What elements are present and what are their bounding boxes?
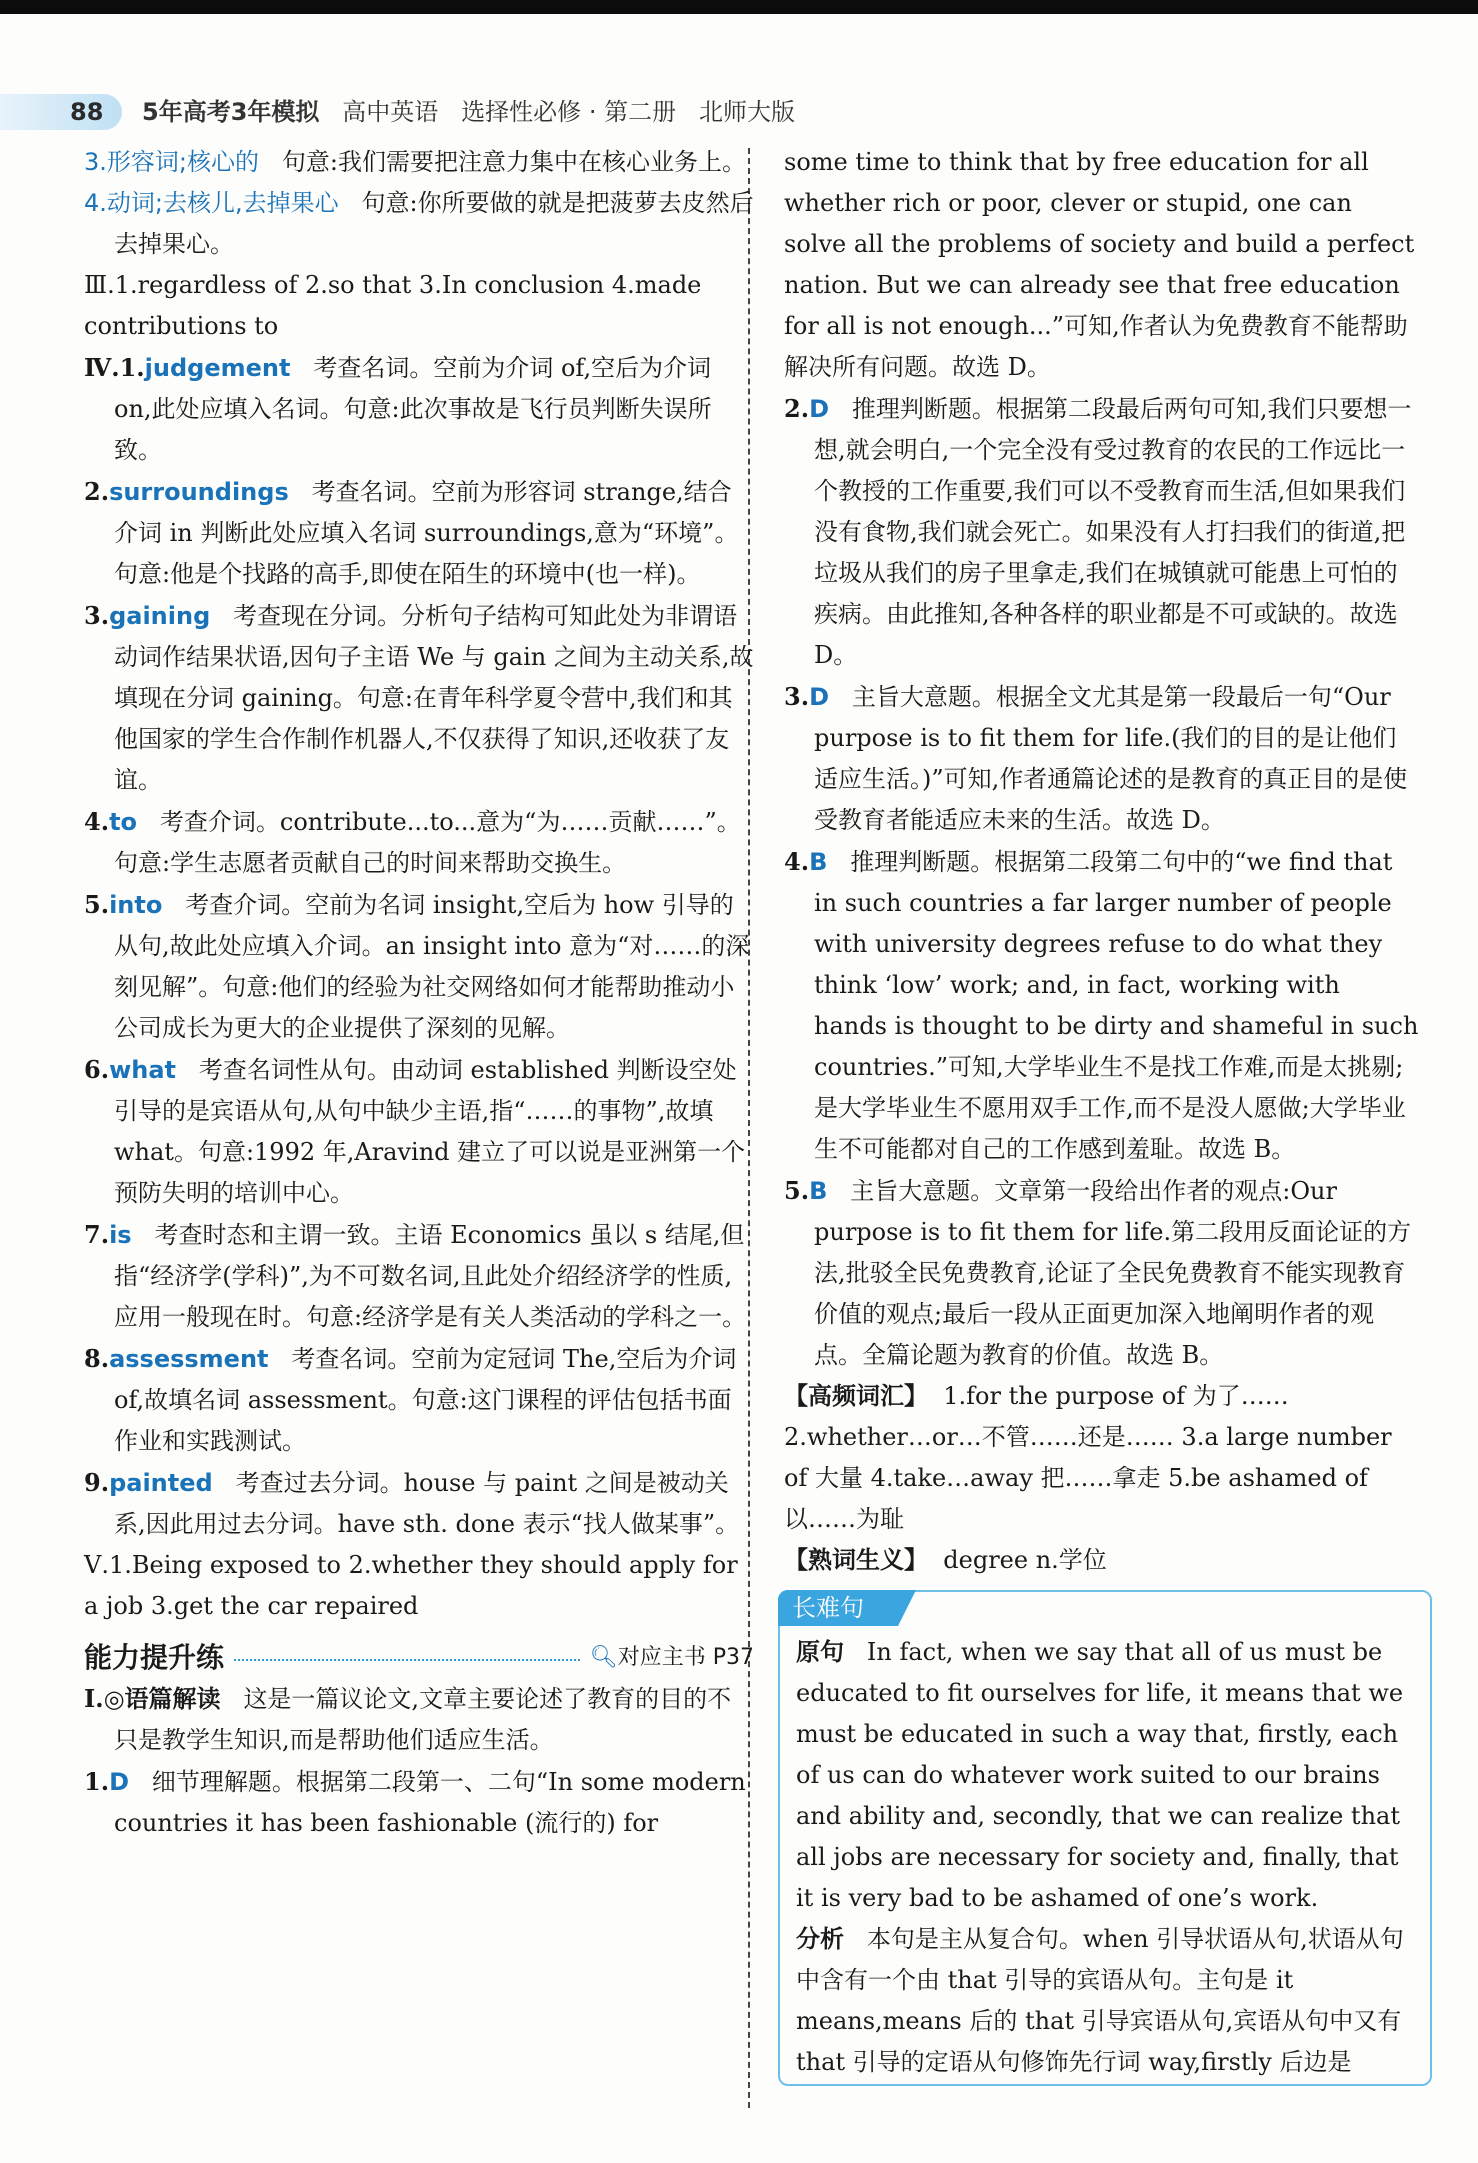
vocab-label: 【高频词汇】 [784, 1382, 928, 1410]
series-name: 5年高考3年模拟 [142, 98, 320, 126]
analysis-label: 分析 [796, 1925, 844, 1953]
answer-line [84, 183, 754, 265]
item-number: 3. [84, 601, 110, 630]
original-text: In fact, when we say that all of us must be educated to fit ourselves for life, it means that we must be educated in such a way that, firstly, each of us can do whatever work suited to our brains and ability and, secondly, that we can realize that all jobs are necessary for society and, finally, that it is very bad to be ashamed of one’s work. [796, 1638, 1404, 1912]
question-2 [784, 388, 1420, 676]
long-sentence-box [778, 1590, 1432, 2086]
analysis-text: 本句是主从复合句。when 引导状语从句,状语从句中含有一个由 that 引导的宾语从句。主句是 it means,means 后的 that 引导宾语从句,宾语从句中又有 that 引导的定语从句修饰先行词 way,firstly 后边是 [796, 1925, 1404, 2076]
label: ◎语篇解读 [103, 1685, 221, 1713]
answer-text: 4.动词;去核儿,去掉果心 [84, 189, 339, 217]
vocab-text: 1.for the purpose of 为了…… 2.whether…or…不管……还是…… 3.a large number of 大量 4.take…away 把……拿走 5.be ashamed of 以……为耻 [784, 1382, 1392, 1533]
item-number: 1. [84, 1767, 110, 1796]
section-3-answers: Ⅲ.1.regardless of 2.so that 3.In conclusion 4.made contributions to [84, 271, 702, 340]
explanation: 句意:我们需要把注意力集中在核心业务上。 [281, 148, 746, 176]
explanation: 考查过去分词。house 与 paint 之间是被动关系,因此用过去分词。have sth. done 表示“找人做某事”。 [114, 1469, 740, 1538]
explanation: 句意:你所要做的就是把菠萝去皮然后去掉果心。 [114, 189, 754, 258]
page-number: 88 [70, 98, 104, 126]
volume: 选择性必修 · 第二册 [461, 98, 677, 126]
reference-text: 对应主书 P37 [617, 1645, 754, 1670]
item-number: 9. [84, 1468, 110, 1497]
explanation: 考查名词性从句。由动词 established 判断设空处引导的是宾语从句,从句中缺少主语,指“……的事物”,故填 what。句意:1992 年,Aravind 建立了可以说是亚洲第一个预防失明的培训中心。 [114, 1056, 746, 1207]
answer: what [109, 1056, 176, 1084]
familiar-label: 【熟词生义】 [784, 1546, 928, 1574]
explanation: 主旨大意题。根据全文尤其是第一段最后一句“Our purpose is to fit them for life.(我们的目的是让他们适应生活。)”可知,作者通篇论述的是教育的真正目的是使受教育者能适应未来的生活。故选 D。 [814, 683, 1408, 834]
answer-line [84, 142, 754, 183]
question-4 [784, 841, 1420, 1170]
answer: to [109, 808, 138, 836]
box-content [796, 1632, 1418, 2083]
answer: judgement [144, 354, 291, 382]
explanation: 考查名词。空前为定冠词 The,空后为介词 of,故填名词 assessment。句意:这门课程的评估包括书面作业和实践测试。 [114, 1345, 737, 1455]
explanation: 考查名词。空前为形容词 strange,结合介词 in 判断此处应填入名词 surroundings,意为“环境”。句意:他是个找路的高手,即使在陌生的环境中(也一样)。 [114, 478, 739, 588]
answer: surroundings [109, 478, 289, 506]
familiar-word-new-meaning [784, 1540, 1420, 1581]
item-number: 5. [84, 890, 110, 919]
question-1-continued: some time to think that by free education for all whether rich or poor, clever or stupid, one can solve all the problems of society and build a perfect nation. But we can already see that free education for all is not enough...”可知,作者认为免费教育不能帮助解决所有问题。故选 D。 [784, 148, 1415, 381]
explanation: 考查现在分词。分析句子结构可知此处为非谓语动词作结果状语,因句子主语 We 与 gain 之间为主动关系,故填现在分词 gaining。句意:在青年科学夏令营中,我们和其他国家的学生合作制作机器人,不仅获得了知识,还收获了友谊。 [114, 602, 754, 794]
explanation: 考查时态和主谓一致。主语 Economics 虽以 s 结尾,但指“经济学(学科)”,为不可数名词,且此处介绍经济学的性质,应用一般现在时。句意:经济学是有关人类活动的学科之一。 [114, 1221, 747, 1331]
answer: is [109, 1221, 132, 1249]
explanation: 考查介词。空前为名词 insight,空后为 how 引导的从句,故此处应填入介词。an insight into 意为“对……的深刻见解”。句意:他们的经验为社交网络如何才能帮助推动小公司成长为更大的企业提供了深刻的见解。 [114, 891, 750, 1042]
item-4-3 [84, 595, 754, 801]
dotted-rule [234, 1659, 580, 1661]
item-number: 4. [84, 807, 110, 836]
item-4-9 [84, 1462, 754, 1545]
box-title: 长难句 [778, 1590, 898, 1626]
answer: D [109, 1768, 129, 1796]
reference [590, 1637, 754, 1678]
item-4-6 [84, 1049, 754, 1214]
high-frequency-vocab [784, 1376, 1420, 1540]
answer: into [109, 891, 163, 919]
explanation: 考查介词。contribute...to...意为“为……贡献……”。句意:学生志愿者贡献自己的时间来帮助交换生。 [114, 808, 741, 877]
right-column [784, 142, 1420, 1581]
answer: gaining [109, 602, 211, 630]
page-number-tab [0, 94, 122, 130]
answer: D [809, 683, 829, 711]
question-5 [784, 1170, 1420, 1376]
publisher: 北师大版 [698, 98, 795, 126]
answer: D [809, 395, 829, 423]
item-4-7 [84, 1214, 754, 1338]
familiar-text: degree n.学位 [943, 1546, 1107, 1574]
item-number: Ⅳ.1. [84, 353, 145, 382]
original-label: 原句 [796, 1638, 844, 1666]
section-title-bar [84, 1637, 754, 1678]
item-number: 8. [84, 1344, 110, 1373]
item-number: 7. [84, 1220, 110, 1249]
item-number: 5. [784, 1176, 810, 1205]
explanation: 推理判断题。根据第二段第二句中的“we find that in such countries a far larger number of people with university degrees refuse to do what they think ‘low’ work; and, in fact, working with hands is thought to be dirty and shameful in such countries.”可知,大学毕业生不是找工作难,而是太挑剔;是大学毕业生不愿用双手工作,而不是没人愿做;大学毕业生不可能都对自己的工作感到羞耻。故选 B。 [814, 848, 1419, 1163]
item-4-8 [84, 1338, 754, 1462]
answer: B [809, 1177, 828, 1205]
section-title: 能力提升练 [84, 1641, 225, 1674]
item-number: 2. [84, 477, 110, 506]
explanation: 推理判断题。根据第二段最后两句可知,我们只要想一想,就会明白,一个完全没有受过教育的农民的工作远比一个教授的工作重要,我们可以不受教育而生活,但如果我们没有食物,我们就会死亡。如果没有人打扫我们的街道,把垃圾从我们的房子里拿走,我们在城镇就可能患上可怕的疾病。由此推知,各种各样的职业都是不可或缺的。故选 D。 [814, 395, 1412, 669]
answer: painted [109, 1469, 213, 1497]
item-4-4 [84, 801, 754, 884]
item-4-1 [84, 347, 754, 471]
item-number: 3. [784, 682, 810, 711]
top-edge-bar [0, 0, 1478, 14]
question-1 [84, 1761, 754, 1844]
item-number: 2. [784, 394, 810, 423]
item-4-2 [84, 471, 754, 595]
explanation: 考查名词。空前为介词 of,空后为介词 on,此处应填入名词。句意:此次事故是飞行员判断失误所致。 [114, 354, 712, 464]
left-column [84, 142, 754, 1844]
original-sentence [796, 1632, 1418, 1919]
passage-summary [84, 1678, 754, 1761]
explanation: 主旨大意题。文章第一段给出作者的观点:Our purpose is to fit them for life.第二段用反面论证的方法,批驳全民免费教育,论证了全民免费教育不能实现教育价值的观点;最后一段从正面更加深入地阐明作者的观点。全篇论题为教育的价值。故选 B。 [814, 1177, 1412, 1369]
question-3 [784, 676, 1420, 841]
section-5-answers: Ⅴ.1.Being exposed to 2.whether they should apply for a job 3.get the car repaired [84, 1551, 738, 1620]
answer: B [809, 848, 828, 876]
item-number: 6. [84, 1055, 110, 1084]
item-number: Ⅰ. [84, 1684, 104, 1713]
answer: assessment [109, 1345, 269, 1373]
explanation: 这是一篇议论文,文章主要论述了教育的目的不只是教学生知识,而是帮助他们适应生活。 [114, 1685, 732, 1754]
explanation: 细节理解题。根据第二段第一、二句“In some modern countries it has been fashionable (流行的) for [114, 1768, 746, 1837]
search-icon: 🔍︎ [589, 1645, 618, 1670]
analysis [796, 1919, 1418, 2083]
subject: 高中英语 [342, 98, 439, 126]
answer-text: 3.形容词;核心的 [84, 148, 259, 176]
item-4-5 [84, 884, 754, 1049]
book-title [142, 92, 795, 127]
item-number: 4. [784, 847, 810, 876]
page-header [0, 84, 1478, 132]
